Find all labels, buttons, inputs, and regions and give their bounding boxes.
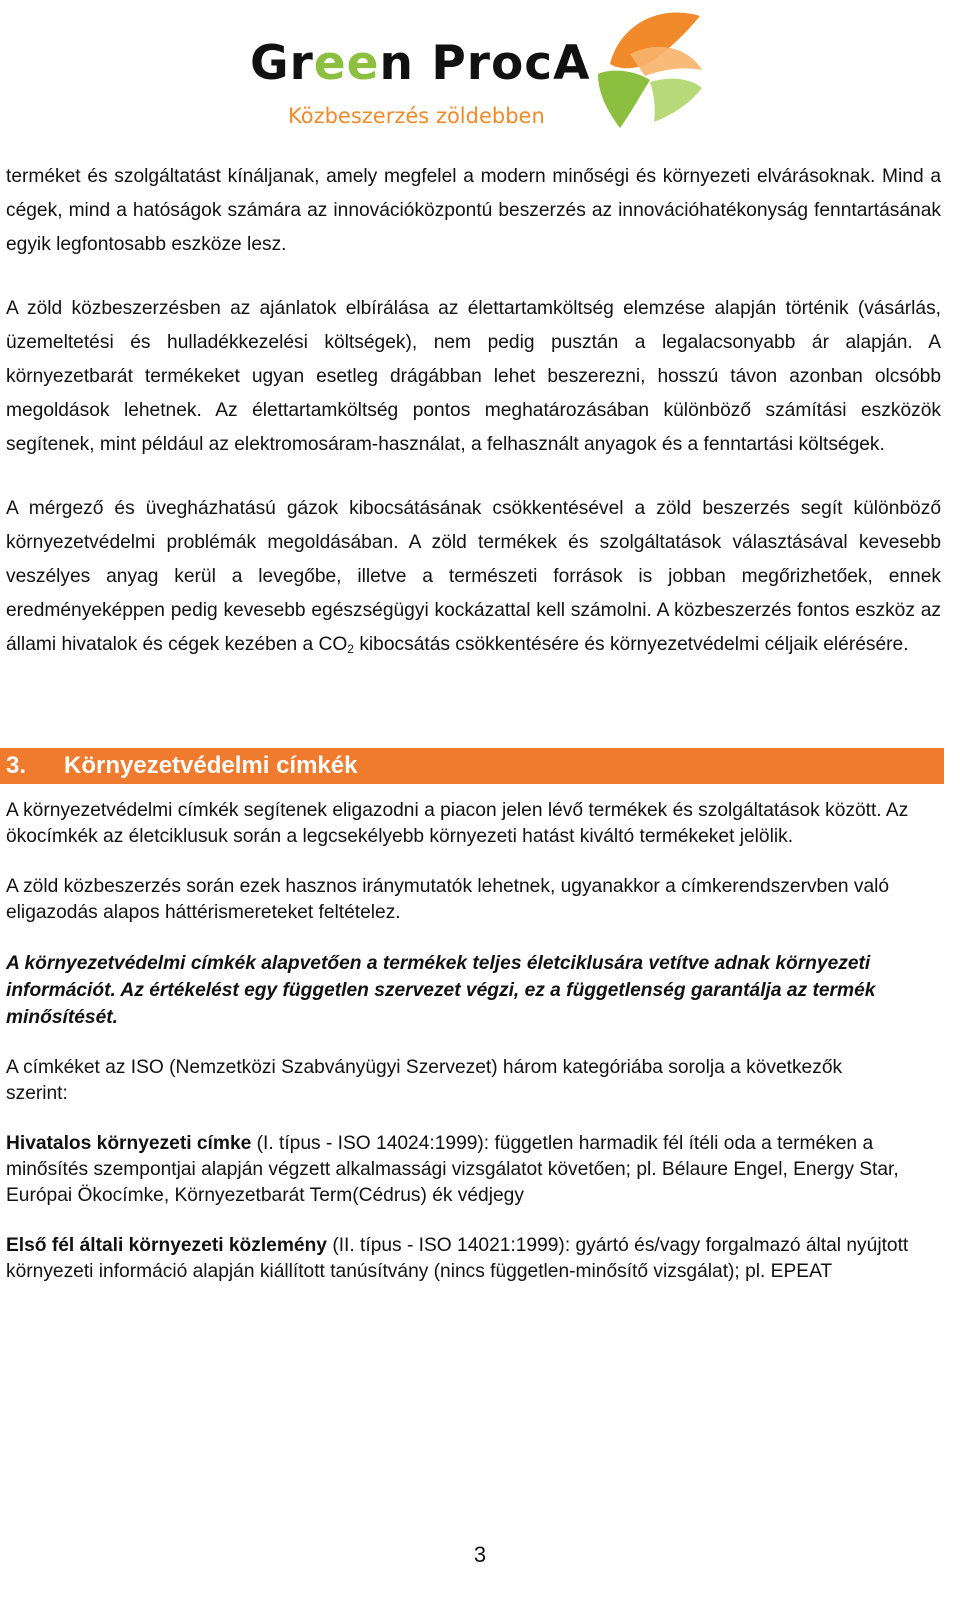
iso-categories-line: A címkéket az ISO (Nemzetközi Szabványügyi Szervezet) három kategóriába sorolja a következők (6, 1057, 843, 1078)
logo-text-prefix: Gr (250, 36, 314, 91)
document-body (6, 160, 941, 1309)
paragraph-labels-emphasis: A környezetvédelmi címkék alapvetően a termékek teljes életciklusára vetítve adnak környezeti információt. Az értékelést egy független szervezet végzi, ez a függetlenség garantálja az termék minősítését. (6, 953, 876, 1028)
type-one-label-term: Hivatalos környezeti címke (6, 1133, 252, 1154)
paragraph-labels-intro: A környezetvédelmi címkék segítenek eligazodni a piacon jelen lévő termékek és szolgáltatások között. Az ökocímkék az életciklusuk során a legcsekélyebb környezeti hatást kiváltó termékeket jelölik. (6, 800, 909, 847)
paragraph-emissions-text: A mérgező és üvegházhatású gázok kibocsátásának csökkentésével a zöld beszerzés segít különböző környezetvédelmi problémák megoldásában. A zöld termékek és szolgáltatások választásával kevesebb veszélyes anyag kerül a levegőbe, illetve a természeti források is jobban megőrizhetőek, ennek eredményeképpen pedig kevesebb egészségügyi kockázattal kell számolni. A közbeszerzés fontos eszköz az állami hivatalok és cégek kezében a CO (6, 498, 941, 655)
section-number: 3. (6, 752, 27, 779)
paragraph-innovation: terméket és szolgáltatást kínáljanak, amely megfelel a modern minőségi és környezeti elvárásoknak. Mind a cégek, mind a hatóságok számára az innovációközpontú beszerzés az innovációhatékonyság fenntartásának egyik legfontosabb eszköze lesz. (6, 166, 941, 255)
paragraph-labels-guidance: A zöld közbeszerzés során ezek hasznos iránymutatók lehetnek, ugyanakkor a címkerendszervben való eligazodás alapos háttérismereteket feltételez. (6, 876, 890, 923)
page-header (0, 0, 960, 140)
type-one-label-description: (I. típus - ISO 14024:1999): független harmadik fél ítéli oda a terméken a minősítés szempontjai alapján végzett alkalmassági vizsgálatot követően; pl. Bélaure Engel, Energy Star, Európai Ökocímke, Környezetbarát Term(Cédrus) ék védjegy (6, 1133, 899, 1206)
paragraph-iso-categories (6, 1055, 941, 1107)
section-heading (0, 748, 944, 784)
section-title: Környezetvédelmi címkék (64, 752, 358, 779)
type-two-label-term: Első fél általi környezeti közlemény (6, 1235, 327, 1256)
type-two-label-description: (II. típus - ISO 14021:1999): gyártó és/vagy forgalmazó által nyújtott környezeti információ alapján kiállított tanúsítvány (nincs független-minősítő vizsgálat); pl. EPEAT (6, 1235, 909, 1282)
logo-text-ee: ee (313, 36, 380, 91)
paragraph-emissions-end: kibocsátás csökkentésére és környezetvédelmi céljaik elérésére. (353, 634, 909, 655)
iso-categories-line-2: szerint: (6, 1083, 68, 1104)
paragraph-type-one-label (6, 1131, 941, 1209)
page-number: 3 (473, 1542, 487, 1567)
leaf-logo-icon (590, 4, 710, 130)
logo-wordmark (250, 36, 591, 91)
paragraph-type-two-label (6, 1233, 941, 1285)
paragraph-lifecycle-cost: A zöld közbeszerzésben az ajánlatok elbírálása az élettartamköltség elemzése alapján történik (vásárlás, üzemeltetési és hulladékkezelési költségek), nem pedig pusztán a legalacsonyabb ár alapján. A környezetbarát termékeket ugyan esetleg drágábban lehet beszerezni, hosszú távon azonban olcsóbb megoldások lehetnek. Az élettartamköltség pontos meghatározásában különböző számítási eszközök segítenek, mint például az elektromosáram-használat, a felhasznált anyagok és a fenntartási költségek. (6, 298, 941, 455)
co2-subscript: 2 (347, 642, 354, 656)
paragraph-emissions (6, 492, 941, 666)
logo-subtitle: Közbeszerzés zöldebben (288, 104, 545, 128)
logo-text-suffix: n ProcA (379, 36, 591, 91)
